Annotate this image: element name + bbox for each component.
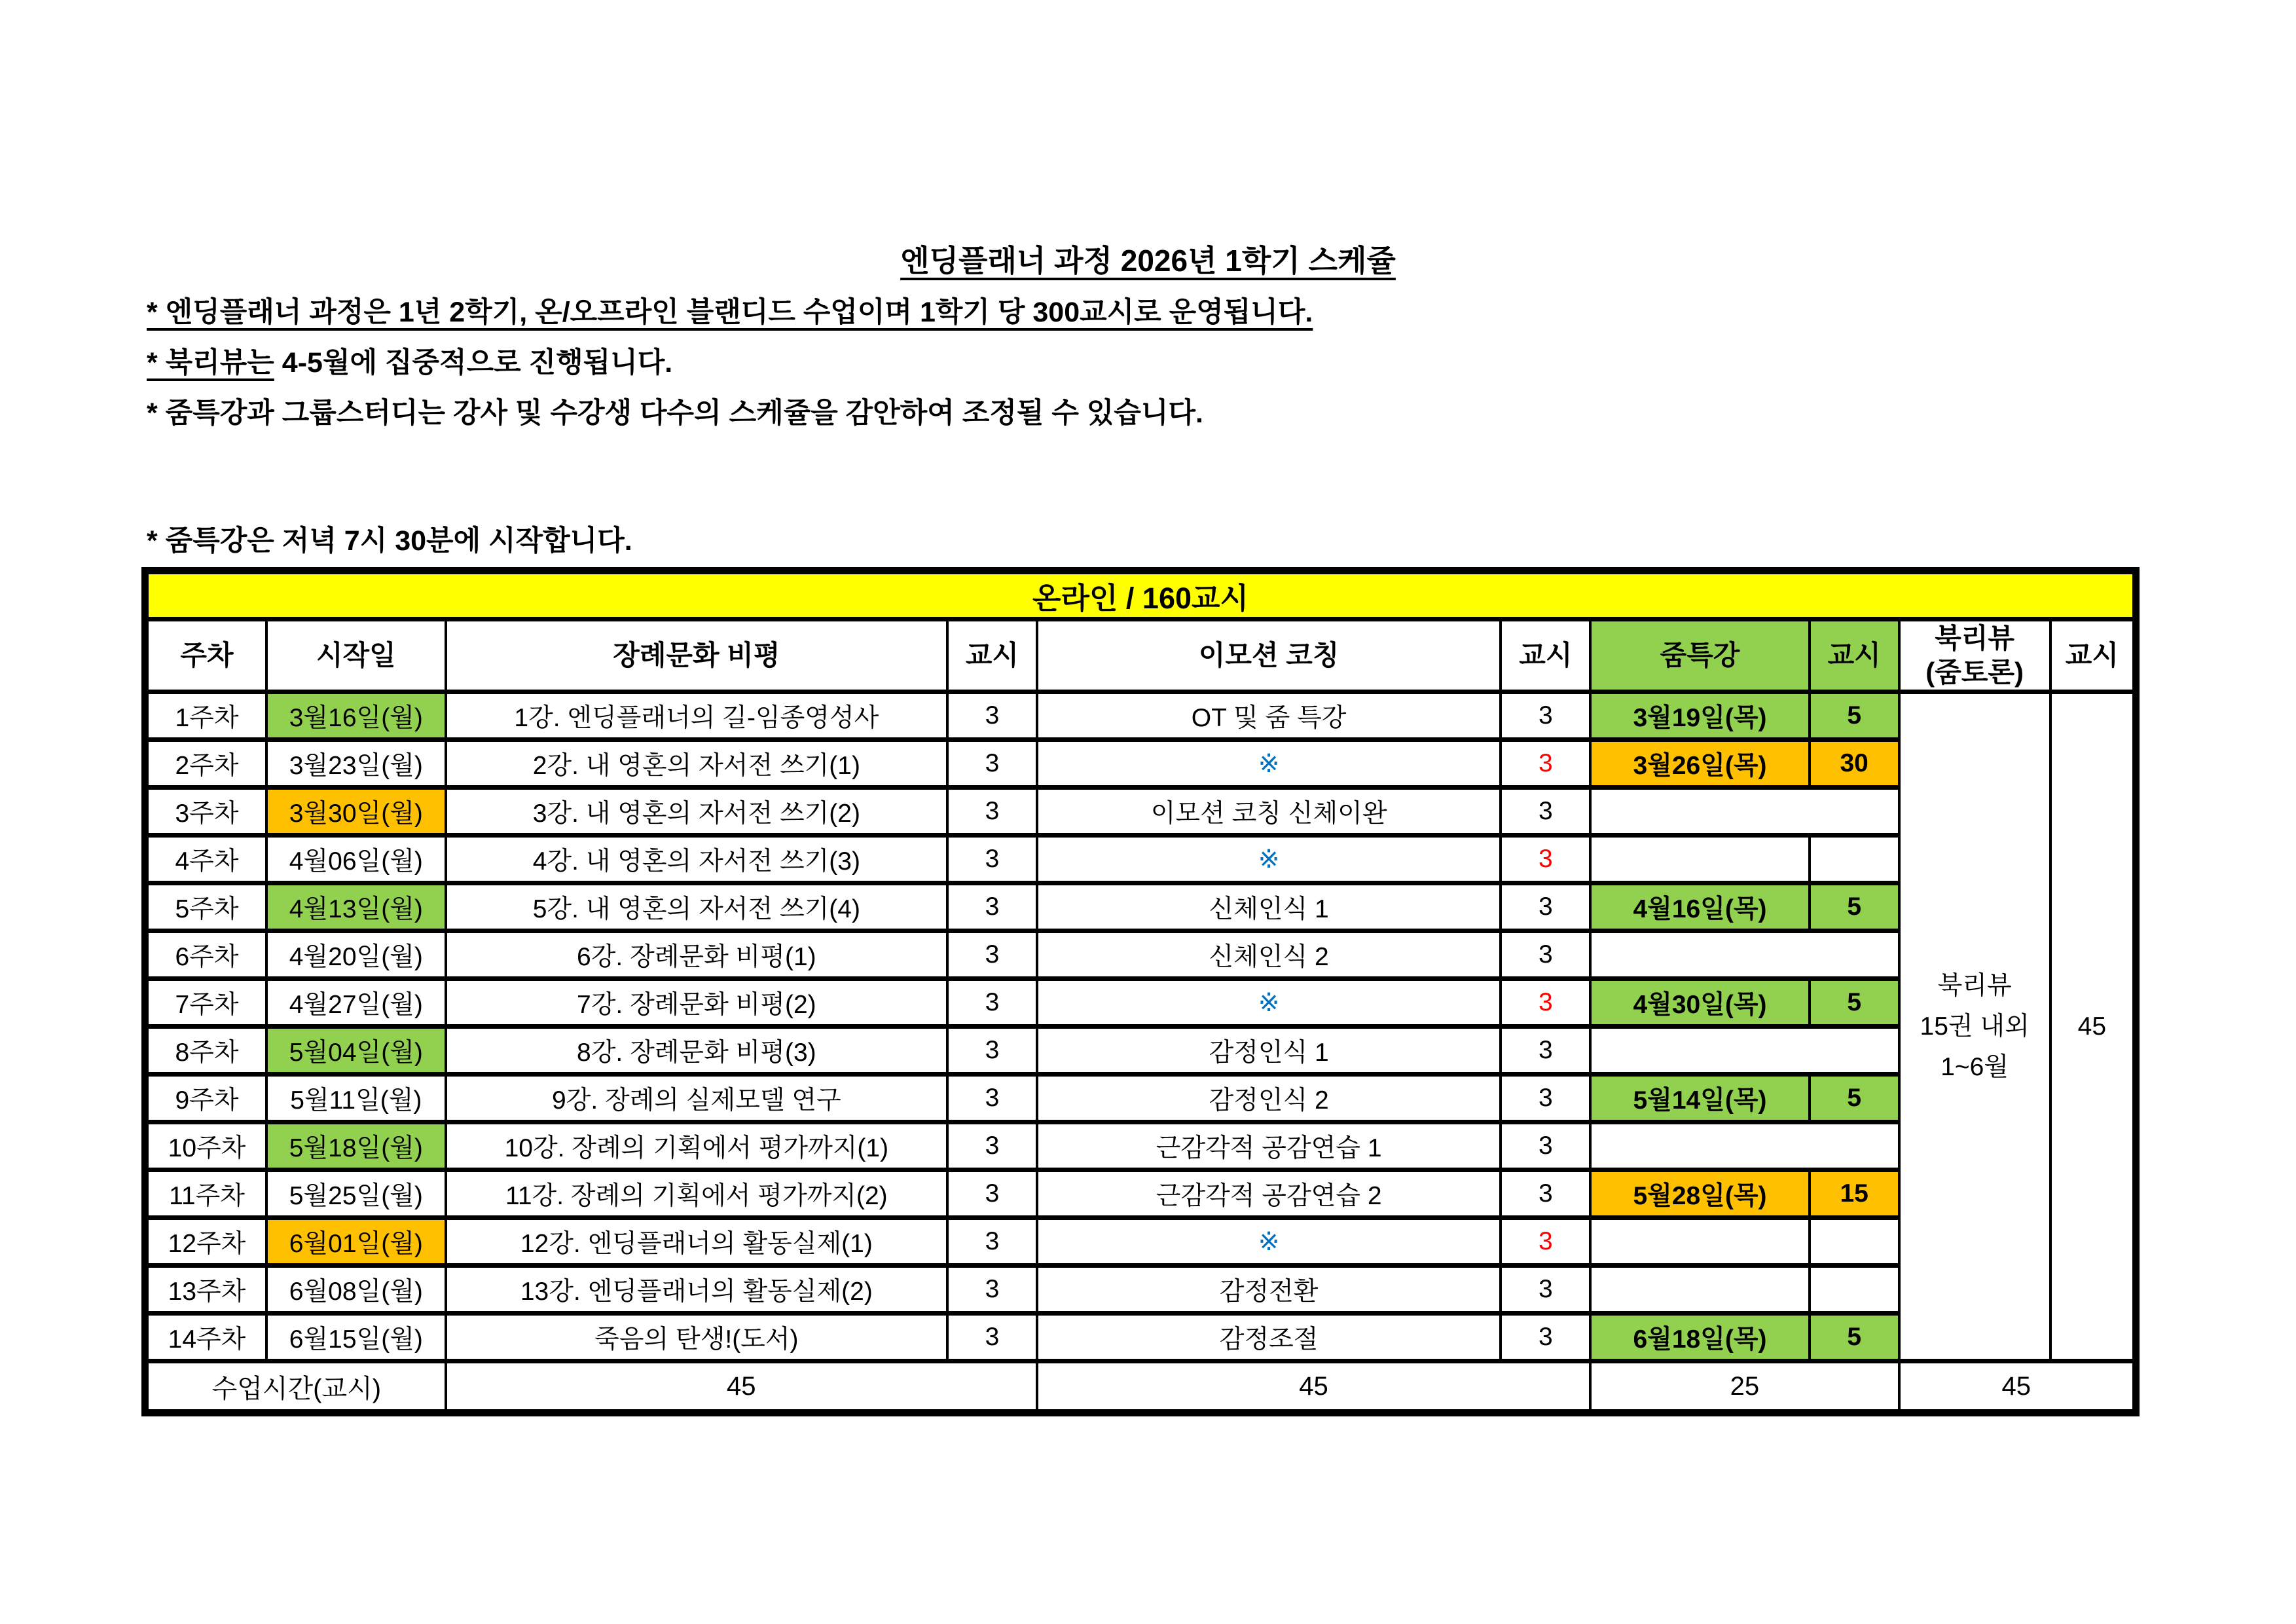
start-date-cell: 5월25일(월) bbox=[266, 1170, 446, 1218]
column-header: 교시 bbox=[947, 619, 1037, 692]
emotion-coaching-cell: ※ bbox=[1037, 1218, 1501, 1266]
emotion-coaching-cell: OT 및 줌 특강 bbox=[1037, 692, 1501, 740]
zoom-lecture-date-cell: 5월14일(목) bbox=[1590, 1075, 1810, 1122]
schedule-row bbox=[145, 692, 2136, 740]
emotion-coaching-cell: 신체인식 2 bbox=[1037, 931, 1501, 979]
funeral-lecture-cell: 3강. 내 영혼의 자서전 쓰기(2) bbox=[446, 788, 947, 836]
footer-total-cell: 45 bbox=[1037, 1361, 1590, 1413]
emotion-periods-cell: 3 bbox=[1501, 1266, 1590, 1314]
emotion-periods-cell: 3 bbox=[1501, 692, 1590, 740]
funeral-lecture-cell: 4강. 내 영혼의 자서전 쓰기(3) bbox=[446, 836, 947, 883]
funeral-periods-cell: 3 bbox=[947, 1314, 1037, 1361]
emotion-periods-cell: 3 bbox=[1501, 788, 1590, 836]
funeral-lecture-cell: 11강. 장례의 기획에서 평가까지(2) bbox=[446, 1170, 947, 1218]
start-date-cell: 3월16일(월) bbox=[266, 692, 446, 740]
funeral-periods-cell: 3 bbox=[947, 692, 1037, 740]
schedule-row bbox=[145, 931, 2136, 979]
schedule-row bbox=[145, 1266, 2136, 1314]
emotion-coaching-cell: ※ bbox=[1037, 979, 1501, 1027]
zoom-periods-cell bbox=[1810, 1266, 1899, 1314]
week-cell: 9주차 bbox=[145, 1075, 267, 1122]
funeral-periods-cell: 3 bbox=[947, 1218, 1037, 1266]
emotion-periods-cell: 3 bbox=[1501, 931, 1590, 979]
funeral-lecture-cell: 5강. 내 영혼의 자서전 쓰기(4) bbox=[446, 883, 947, 931]
zoom-periods-cell bbox=[1810, 836, 1899, 883]
week-cell: 1주차 bbox=[145, 692, 267, 740]
schedule-table bbox=[141, 567, 2140, 1416]
zoom-lecture-date-cell: 5월28일(목) bbox=[1590, 1170, 1810, 1218]
page-title-text: 엔딩플래너 과정 2026년 1학기 스케쥴 bbox=[900, 244, 1396, 278]
schedule-row bbox=[145, 836, 2136, 883]
zoom-periods-cell: 15 bbox=[1810, 1170, 1899, 1218]
schedule-row bbox=[145, 1170, 2136, 1218]
column-header: 북리뷰 (줌토론) bbox=[1899, 619, 2050, 692]
week-cell: 2주차 bbox=[145, 740, 267, 788]
emotion-coaching-cell: 이모션 코칭 신체이완 bbox=[1037, 788, 1501, 836]
book-review-periods-cell: 45 bbox=[2050, 692, 2136, 1361]
zoom-lecture-date-cell: 3월26일(목) bbox=[1590, 740, 1810, 788]
zoom-periods-cell: 5 bbox=[1810, 883, 1899, 931]
zoom-start-note: * 줌특강은 저녁 7시 30분에 시작합니다. bbox=[147, 525, 632, 557]
emotion-coaching-cell: 감정인식 1 bbox=[1037, 1027, 1501, 1075]
week-cell: 7주차 bbox=[145, 979, 267, 1027]
emotion-periods-cell: 3 bbox=[1501, 979, 1590, 1027]
column-header: 시작일 bbox=[266, 619, 446, 692]
funeral-lecture-cell: 13강. 엔딩플래너의 활동실제(2) bbox=[446, 1266, 947, 1314]
funeral-periods-cell: 3 bbox=[947, 836, 1037, 883]
footer-total-cell: 45 bbox=[446, 1361, 1037, 1413]
column-header: 교시 bbox=[2050, 619, 2136, 692]
column-header: 교시 bbox=[1810, 619, 1899, 692]
zoom-periods-cell: 5 bbox=[1810, 692, 1899, 740]
funeral-lecture-cell: 7강. 장례문화 비평(2) bbox=[446, 979, 947, 1027]
note-line bbox=[147, 346, 1313, 379]
funeral-lecture-cell: 6강. 장례문화 비평(1) bbox=[446, 931, 947, 979]
zoom-lecture-date-cell: 3월19일(목) bbox=[1590, 692, 1810, 740]
week-cell: 13주차 bbox=[145, 1266, 267, 1314]
week-cell: 4주차 bbox=[145, 836, 267, 883]
funeral-periods-cell: 3 bbox=[947, 788, 1037, 836]
start-date-cell: 4월13일(월) bbox=[266, 883, 446, 931]
start-date-cell: 4월27일(월) bbox=[266, 979, 446, 1027]
emotion-periods-cell: 3 bbox=[1501, 740, 1590, 788]
book-review-cell: 북리뷰 15권 내외 1~6월 bbox=[1899, 692, 2050, 1361]
funeral-periods-cell: 3 bbox=[947, 1170, 1037, 1218]
emotion-periods-cell: 3 bbox=[1501, 1170, 1590, 1218]
emotion-coaching-cell: 근감각적 공감연습 1 bbox=[1037, 1122, 1501, 1170]
funeral-lecture-cell: 2강. 내 영혼의 자서전 쓰기(1) bbox=[446, 740, 947, 788]
funeral-periods-cell: 3 bbox=[947, 1027, 1037, 1075]
week-cell: 8주차 bbox=[145, 1027, 267, 1075]
week-cell: 5주차 bbox=[145, 883, 267, 931]
footer-total-cell: 45 bbox=[1899, 1361, 2136, 1413]
emotion-coaching-cell: 신체인식 1 bbox=[1037, 883, 1501, 931]
funeral-periods-cell: 3 bbox=[947, 1266, 1037, 1314]
zoom-periods-cell bbox=[1810, 1218, 1899, 1266]
funeral-periods-cell: 3 bbox=[947, 979, 1037, 1027]
emotion-periods-cell: 3 bbox=[1501, 1122, 1590, 1170]
zoom-lecture-date-cell bbox=[1590, 1266, 1810, 1314]
schedule-row bbox=[145, 1122, 2136, 1170]
start-date-cell: 4월20일(월) bbox=[266, 931, 446, 979]
schedule-row bbox=[145, 1218, 2136, 1266]
emotion-coaching-cell: 근감각적 공감연습 2 bbox=[1037, 1170, 1501, 1218]
zoom-periods-cell: 5 bbox=[1810, 1075, 1899, 1122]
week-cell: 12주차 bbox=[145, 1218, 267, 1266]
funeral-lecture-cell: 죽음의 탄생!(도서) bbox=[446, 1314, 947, 1361]
zoom-lecture-date-cell bbox=[1590, 836, 1810, 883]
zoom-empty-merged-cell bbox=[1590, 1122, 1899, 1170]
funeral-lecture-cell: 9강. 장례의 실제모델 연구 bbox=[446, 1075, 947, 1122]
schedule-row bbox=[145, 788, 2136, 836]
zoom-periods-cell: 5 bbox=[1810, 1314, 1899, 1361]
column-header: 장례문화 비평 bbox=[446, 619, 947, 692]
zoom-lecture-date-cell: 4월30일(목) bbox=[1590, 979, 1810, 1027]
note-line bbox=[147, 397, 1313, 430]
week-cell: 10주차 bbox=[145, 1122, 267, 1170]
header-row bbox=[145, 619, 2136, 692]
banner-row bbox=[145, 571, 2136, 619]
emotion-periods-cell: 3 bbox=[1501, 1027, 1590, 1075]
start-date-cell: 6월01일(월) bbox=[266, 1218, 446, 1266]
note-segment-underlined: * 북리뷰는 bbox=[147, 347, 274, 378]
funeral-periods-cell: 3 bbox=[947, 883, 1037, 931]
funeral-lecture-cell: 8강. 장례문화 비평(3) bbox=[446, 1027, 947, 1075]
emotion-periods-cell: 3 bbox=[1501, 1075, 1590, 1122]
start-date-cell: 6월15일(월) bbox=[266, 1314, 446, 1361]
week-cell: 11주차 bbox=[145, 1170, 267, 1218]
emotion-periods-cell: 3 bbox=[1501, 1218, 1590, 1266]
note-segment: 4-5월에 집중적으로 진행됩니다. bbox=[274, 347, 673, 378]
emotion-coaching-cell: 감정조절 bbox=[1037, 1314, 1501, 1361]
zoom-empty-merged-cell bbox=[1590, 1027, 1899, 1075]
footer-row bbox=[145, 1361, 2136, 1413]
funeral-lecture-cell: 1강. 엔딩플래너의 길-임종영성사 bbox=[446, 692, 947, 740]
note-line bbox=[147, 296, 1313, 329]
funeral-periods-cell: 3 bbox=[947, 740, 1037, 788]
funeral-lecture-cell: 10강. 장례의 기획에서 평가까지(1) bbox=[446, 1122, 947, 1170]
schedule-row bbox=[145, 740, 2136, 788]
week-cell: 6주차 bbox=[145, 931, 267, 979]
emotion-coaching-cell: 감정전환 bbox=[1037, 1266, 1501, 1314]
funeral-periods-cell: 3 bbox=[947, 1122, 1037, 1170]
zoom-empty-merged-cell bbox=[1590, 788, 1899, 836]
funeral-lecture-cell: 12강. 엔딩플래너의 활동실제(1) bbox=[446, 1218, 947, 1266]
note-segment-underlined: * 엔딩플래너 과정은 1년 2학기, 온/오프라인 블랜디드 수업이며 1학기 당 300교시로 운영됩니다. bbox=[147, 297, 1313, 328]
schedule-row bbox=[145, 979, 2136, 1027]
notes-block bbox=[147, 296, 1313, 447]
emotion-periods-cell: 3 bbox=[1501, 1314, 1590, 1361]
funeral-periods-cell: 3 bbox=[947, 1075, 1037, 1122]
funeral-periods-cell: 3 bbox=[947, 931, 1037, 979]
footer-total-cell: 25 bbox=[1590, 1361, 1899, 1413]
emotion-coaching-cell: ※ bbox=[1037, 740, 1501, 788]
zoom-lecture-date-cell bbox=[1590, 1218, 1810, 1266]
column-header: 이모션 코칭 bbox=[1037, 619, 1501, 692]
emotion-periods-cell: 3 bbox=[1501, 883, 1590, 931]
zoom-empty-merged-cell bbox=[1590, 931, 1899, 979]
start-date-cell: 5월04일(월) bbox=[266, 1027, 446, 1075]
footer-label-cell: 수업시간(교시) bbox=[145, 1361, 446, 1413]
schedule-row bbox=[145, 1027, 2136, 1075]
page-title bbox=[0, 237, 2296, 280]
start-date-cell: 5월11일(월) bbox=[266, 1075, 446, 1122]
schedule-row bbox=[145, 1314, 2136, 1361]
zoom-periods-cell: 30 bbox=[1810, 740, 1899, 788]
zoom-periods-cell: 5 bbox=[1810, 979, 1899, 1027]
start-date-cell: 3월23일(월) bbox=[266, 740, 446, 788]
zoom-lecture-date-cell: 6월18일(목) bbox=[1590, 1314, 1810, 1361]
start-date-cell: 6월08일(월) bbox=[266, 1266, 446, 1314]
note-segment: * 줌특강과 그룹스터디는 강사 및 수강생 다수의 스케쥴을 감안하여 조정될 수 있습니다. bbox=[147, 397, 1203, 429]
banner-cell: 온라인 / 160교시 bbox=[145, 571, 2136, 619]
column-header: 교시 bbox=[1501, 619, 1590, 692]
schedule-row bbox=[145, 1075, 2136, 1122]
emotion-coaching-cell: 감정인식 2 bbox=[1037, 1075, 1501, 1122]
week-cell: 14주차 bbox=[145, 1314, 267, 1361]
start-date-cell: 4월06일(월) bbox=[266, 836, 446, 883]
week-cell: 3주차 bbox=[145, 788, 267, 836]
zoom-lecture-date-cell: 4월16일(목) bbox=[1590, 883, 1810, 931]
start-date-cell: 5월18일(월) bbox=[266, 1122, 446, 1170]
emotion-coaching-cell: ※ bbox=[1037, 836, 1501, 883]
start-date-cell: 3월30일(월) bbox=[266, 788, 446, 836]
emotion-periods-cell: 3 bbox=[1501, 836, 1590, 883]
column-header: 주차 bbox=[145, 619, 267, 692]
schedule-row bbox=[145, 883, 2136, 931]
column-header: 줌특강 bbox=[1590, 619, 1810, 692]
